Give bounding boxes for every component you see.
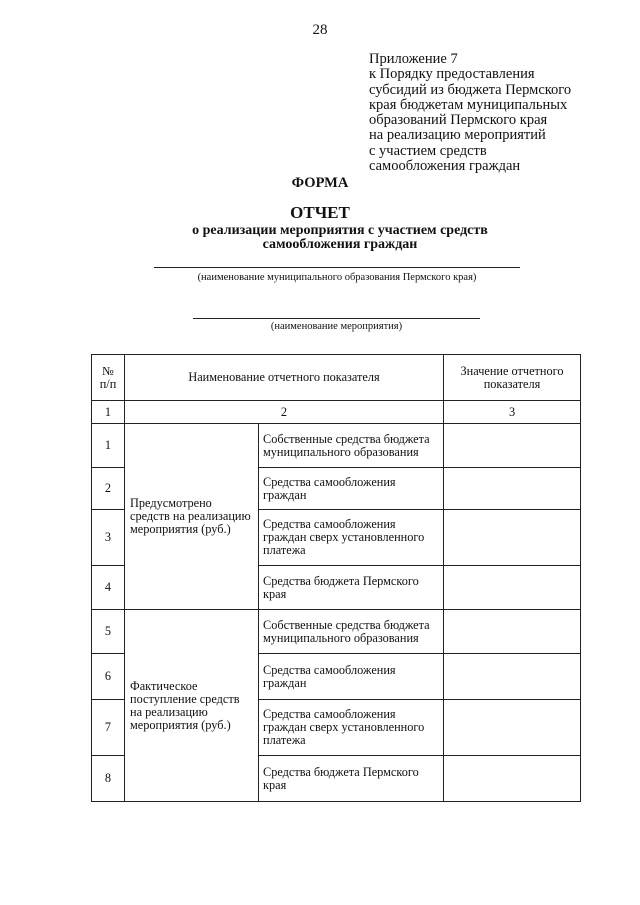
col-number: 3 bbox=[444, 401, 581, 424]
municipality-blank-line bbox=[154, 267, 520, 268]
value-cell[interactable] bbox=[444, 654, 581, 700]
value-cell[interactable] bbox=[444, 566, 581, 610]
appendix-line: к Порядку предоставления bbox=[369, 66, 535, 83]
indicator-name: Средства самообложения граждан bbox=[259, 654, 444, 700]
indicator-name: Средства самообложения граждан bbox=[259, 468, 444, 510]
row-num: 2 bbox=[92, 468, 125, 510]
value-cell[interactable] bbox=[444, 700, 581, 756]
report-subtitle bbox=[0, 224, 640, 252]
group-label-planned: Предусмотрено средств на реализацию мероприятия (руб.) bbox=[125, 424, 259, 610]
value-cell[interactable] bbox=[444, 510, 581, 566]
row-num: 5 bbox=[92, 610, 125, 654]
table-row bbox=[92, 610, 581, 654]
indicator-name: Средства самообложения граждан сверх установленного платежа bbox=[259, 510, 444, 566]
appendix-line: края бюджетам муниципальных bbox=[369, 96, 568, 113]
column-numbers-row bbox=[92, 401, 581, 424]
appendix-line: самообложения граждан bbox=[369, 158, 521, 175]
appendix-note bbox=[369, 52, 571, 174]
municipality-caption: (наименование муниципального образования Пермского края) bbox=[197, 272, 477, 283]
col-number: 1 bbox=[92, 401, 125, 424]
appendix-line: образований Пермского края bbox=[369, 112, 548, 129]
indicator-name: Собственные средства бюджета муниципального образования bbox=[259, 610, 444, 654]
report-table bbox=[91, 354, 581, 802]
value-cell[interactable] bbox=[444, 424, 581, 468]
appendix-line: с участием средств bbox=[369, 142, 487, 159]
appendix-line: субсидий из бюджета Пермского bbox=[369, 81, 572, 98]
report-subtitle-line: самообложения граждан bbox=[262, 237, 418, 252]
page-number: 28 bbox=[312, 22, 328, 38]
group-label-actual: Фактическое поступление средств на реализацию мероприятия (руб.) bbox=[125, 610, 259, 802]
indicator-name: Средства самообложения граждан сверх установленного платежа bbox=[259, 700, 444, 756]
indicator-name: Средства бюджета Пермского края bbox=[259, 756, 444, 802]
row-num: 8 bbox=[92, 756, 125, 802]
row-num: 4 bbox=[92, 566, 125, 610]
indicator-name: Средства бюджета Пермского края bbox=[259, 566, 444, 610]
report-title: ОТЧЕТ bbox=[290, 203, 350, 222]
table-row bbox=[92, 424, 581, 468]
row-num: 1 bbox=[92, 424, 125, 468]
event-blank-line bbox=[193, 318, 480, 319]
value-cell[interactable] bbox=[444, 756, 581, 802]
appendix-line: Приложение 7 bbox=[369, 51, 458, 67]
header-indicator: Наименование отчетного показателя bbox=[125, 355, 444, 401]
row-num: 3 bbox=[92, 510, 125, 566]
row-num: 6 bbox=[92, 654, 125, 700]
form-label: ФОРМА bbox=[291, 175, 349, 191]
value-cell[interactable] bbox=[444, 610, 581, 654]
header-value: Значение отчетного показателя bbox=[444, 355, 581, 401]
col-number: 2 bbox=[125, 401, 444, 424]
row-num: 7 bbox=[92, 700, 125, 756]
event-caption: (наименование мероприятия) bbox=[270, 321, 403, 332]
table-header-row bbox=[92, 355, 581, 401]
header-num: № п/п bbox=[92, 355, 125, 401]
value-cell[interactable] bbox=[444, 468, 581, 510]
appendix-line: на реализацию мероприятий bbox=[369, 127, 546, 144]
report-subtitle-line: о реализации мероприятия с участием средств bbox=[192, 223, 488, 238]
indicator-name: Собственные средства бюджета муниципального образования bbox=[259, 424, 444, 468]
